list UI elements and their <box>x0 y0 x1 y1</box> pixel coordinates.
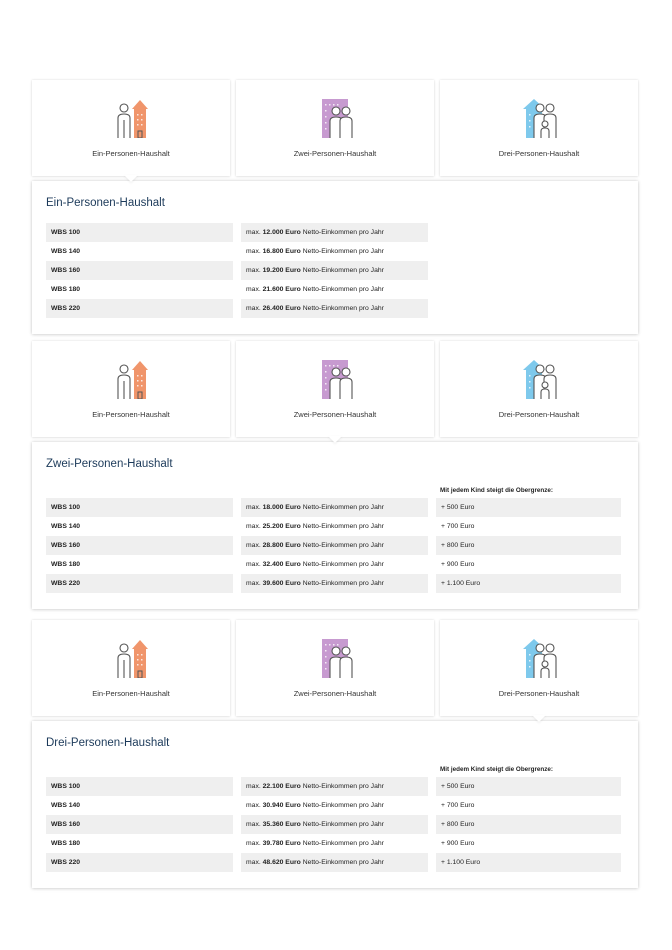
tab-three-person-house[interactable] <box>440 341 638 437</box>
child-increase: + 500 Euro <box>436 498 621 517</box>
child-increase: + 700 Euro <box>436 796 621 815</box>
income-table <box>46 763 624 872</box>
max-income <box>241 777 428 796</box>
wbs-column <box>46 484 233 593</box>
max-prefix: max. <box>246 267 261 274</box>
spacer <box>241 484 428 498</box>
household-section-two <box>32 341 638 609</box>
income-table <box>46 484 624 593</box>
household-tabs <box>32 80 638 176</box>
max-prefix: max. <box>246 248 261 255</box>
income-suffix: Netto-Einkommen pro Jahr <box>302 561 384 568</box>
max-prefix: max. <box>246 580 261 587</box>
income-suffix: Netto-Einkommen pro Jahr <box>302 783 384 790</box>
income-column <box>241 484 428 593</box>
income-amount: 18.000 Euro <box>262 504 301 511</box>
child-increase: + 900 Euro <box>436 834 621 853</box>
max-income <box>241 815 428 834</box>
wbs-level: WBS 140 <box>46 796 233 815</box>
tab-three-person-house[interactable] <box>440 620 638 716</box>
income-suffix: Netto-Einkommen pro Jahr <box>302 859 384 866</box>
tab-label: Ein-Personen-Haushalt <box>92 689 170 698</box>
tab-label: Zwei-Personen-Haushalt <box>293 149 377 158</box>
child-increase-column <box>436 484 621 593</box>
max-income <box>241 834 428 853</box>
max-income <box>241 261 428 280</box>
tab-single-person-house[interactable] <box>32 80 230 176</box>
wbs-level: WBS 220 <box>46 299 233 318</box>
tab-single-person-house[interactable] <box>32 341 230 437</box>
max-prefix: max. <box>246 840 261 847</box>
max-prefix: max. <box>246 305 261 312</box>
child-increase: + 700 Euro <box>436 517 621 536</box>
max-income <box>241 280 428 299</box>
household-section-single <box>32 80 638 334</box>
income-table <box>46 223 624 318</box>
child-increase: + 900 Euro <box>436 555 621 574</box>
income-amount: 48.620 Euro <box>262 859 301 866</box>
max-prefix: max. <box>246 504 261 511</box>
income-amount: 16.800 Euro <box>262 248 301 255</box>
income-suffix: Netto-Einkommen pro Jahr <box>302 248 384 255</box>
wbs-level: WBS 100 <box>46 498 233 517</box>
income-suffix: Netto-Einkommen pro Jahr <box>302 504 384 511</box>
income-suffix: Netto-Einkommen pro Jahr <box>302 580 384 587</box>
income-amount: 12.000 Euro <box>262 229 301 236</box>
max-income <box>241 796 428 815</box>
child-increase: + 800 Euro <box>436 536 621 555</box>
household-tabs <box>32 620 638 716</box>
wbs-level: WBS 100 <box>46 777 233 796</box>
max-prefix: max. <box>246 821 261 828</box>
max-prefix: max. <box>246 523 261 530</box>
wbs-level: WBS 180 <box>46 280 233 299</box>
income-amount: 39.600 Euro <box>262 580 301 587</box>
tab-three-person-house[interactable] <box>440 80 638 176</box>
tab-label: Ein-Personen-Haushalt <box>92 149 170 158</box>
max-income <box>241 242 428 261</box>
child-increase: + 1.100 Euro <box>436 853 621 872</box>
max-prefix: max. <box>246 859 261 866</box>
income-amount: 28.800 Euro <box>262 542 301 549</box>
income-panel <box>32 442 638 609</box>
income-amount: 32.400 Euro <box>262 561 301 568</box>
panel-title: Ein-Personen-Haushalt <box>46 197 165 209</box>
wbs-level: WBS 100 <box>46 223 233 242</box>
tab-label: Drei-Personen-Haushalt <box>498 410 580 419</box>
income-amount: 25.200 Euro <box>262 523 301 530</box>
single-person-house-icon <box>108 98 154 138</box>
panel-title: Zwei-Personen-Haushalt <box>46 458 173 470</box>
three-person-house-icon <box>516 98 562 138</box>
max-prefix: max. <box>246 229 261 236</box>
income-suffix: Netto-Einkommen pro Jahr <box>302 267 384 274</box>
income-suffix: Netto-Einkommen pro Jahr <box>302 840 384 847</box>
tab-two-person-house[interactable] <box>236 620 434 716</box>
tab-label: Zwei-Personen-Haushalt <box>293 410 377 419</box>
max-income <box>241 853 428 872</box>
income-amount: 30.940 Euro <box>262 802 301 809</box>
income-amount: 39.780 Euro <box>262 840 301 847</box>
income-panel <box>32 181 638 334</box>
income-suffix: Netto-Einkommen pro Jahr <box>302 305 384 312</box>
income-column <box>241 763 428 872</box>
wbs-column <box>46 763 233 872</box>
tab-two-person-house[interactable] <box>236 341 434 437</box>
two-person-house-icon <box>312 638 358 678</box>
child-increase: + 1.100 Euro <box>436 574 621 593</box>
wbs-level: WBS 140 <box>46 242 233 261</box>
wbs-level: WBS 220 <box>46 574 233 593</box>
two-person-house-icon <box>312 359 358 399</box>
tab-label: Zwei-Personen-Haushalt <box>293 689 377 698</box>
wbs-column <box>46 223 233 318</box>
tab-single-person-house[interactable] <box>32 620 230 716</box>
household-tabs <box>32 341 638 437</box>
child-increase: + 800 Euro <box>436 815 621 834</box>
spacer <box>46 763 233 777</box>
max-prefix: max. <box>246 561 261 568</box>
single-person-house-icon <box>108 359 154 399</box>
child-note: Mit jedem Kind steigt die Obergrenze: <box>440 766 554 773</box>
tab-two-person-house[interactable] <box>236 80 434 176</box>
income-column <box>241 223 428 318</box>
income-panel <box>32 721 638 888</box>
three-person-house-icon <box>516 638 562 678</box>
child-increase-column <box>436 763 621 872</box>
tab-label: Drei-Personen-Haushalt <box>498 689 580 698</box>
spacer <box>46 484 233 498</box>
child-increase: + 500 Euro <box>436 777 621 796</box>
max-income <box>241 536 428 555</box>
income-suffix: Netto-Einkommen pro Jahr <box>302 286 384 293</box>
tab-label: Drei-Personen-Haushalt <box>498 149 580 158</box>
tab-label: Ein-Personen-Haushalt <box>92 410 170 419</box>
income-suffix: Netto-Einkommen pro Jahr <box>302 802 384 809</box>
income-suffix: Netto-Einkommen pro Jahr <box>302 523 384 530</box>
max-income <box>241 299 428 318</box>
wbs-level: WBS 220 <box>46 853 233 872</box>
income-amount: 35.360 Euro <box>262 821 301 828</box>
two-person-house-icon <box>312 98 358 138</box>
income-suffix: Netto-Einkommen pro Jahr <box>302 229 384 236</box>
income-suffix: Netto-Einkommen pro Jahr <box>302 821 384 828</box>
income-amount: 22.100 Euro <box>262 783 301 790</box>
income-amount: 26.400 Euro <box>262 305 301 312</box>
income-suffix: Netto-Einkommen pro Jahr <box>302 542 384 549</box>
max-prefix: max. <box>246 542 261 549</box>
wbs-level: WBS 160 <box>46 261 233 280</box>
max-income <box>241 223 428 242</box>
max-income <box>241 498 428 517</box>
income-amount: 19.200 Euro <box>262 267 301 274</box>
max-income <box>241 574 428 593</box>
wbs-level: WBS 160 <box>46 815 233 834</box>
wbs-level: WBS 180 <box>46 834 233 853</box>
max-prefix: max. <box>246 783 261 790</box>
panel-title: Drei-Personen-Haushalt <box>46 737 170 749</box>
three-person-house-icon <box>516 359 562 399</box>
max-prefix: max. <box>246 802 261 809</box>
income-amount: 21.600 Euro <box>262 286 301 293</box>
wbs-level: WBS 140 <box>46 517 233 536</box>
wbs-level: WBS 180 <box>46 555 233 574</box>
child-note: Mit jedem Kind steigt die Obergrenze: <box>440 487 554 494</box>
max-prefix: max. <box>246 286 261 293</box>
household-section-three <box>32 620 638 888</box>
max-income <box>241 555 428 574</box>
spacer <box>241 763 428 777</box>
wbs-level: WBS 160 <box>46 536 233 555</box>
single-person-house-icon <box>108 638 154 678</box>
max-income <box>241 517 428 536</box>
